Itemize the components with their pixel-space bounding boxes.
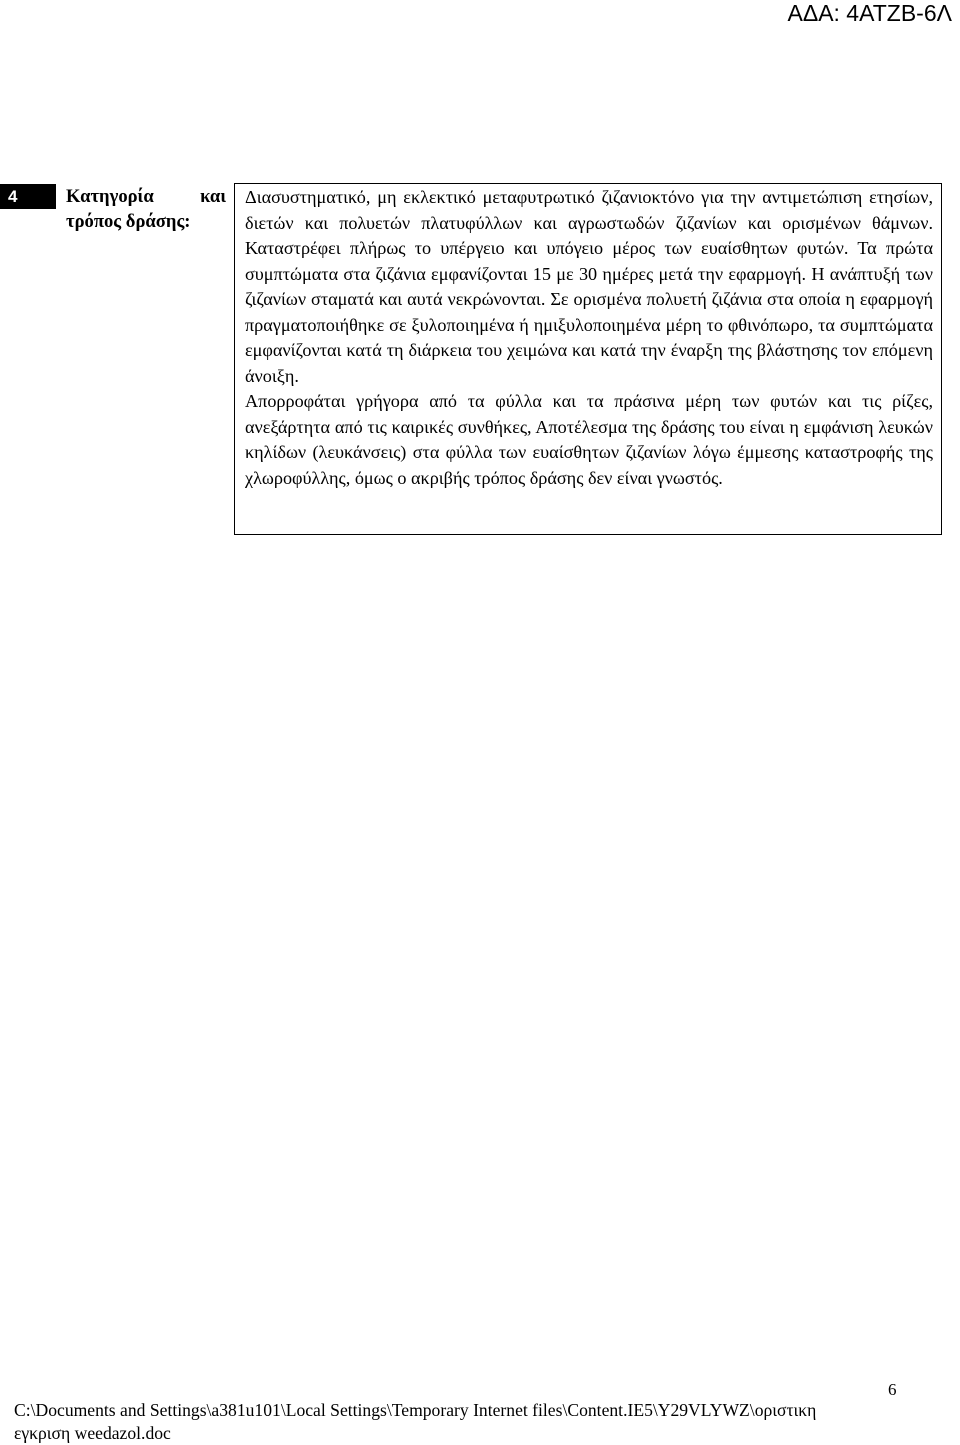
footer-path-line2: εγκριση weedazol.doc (14, 1423, 171, 1443)
page-number: 6 (888, 1380, 897, 1399)
row-number-badge (0, 184, 56, 209)
footer-path-line1: C:\Documents and Settings\a381u101\Local Settings\Temporary Internet files\Content.IE5\Y29VLYWZ\οριστικη (14, 1400, 817, 1420)
row-number: 4 (8, 187, 18, 206)
row-label (66, 184, 226, 234)
footer-file-path (14, 1399, 894, 1445)
ada-code: ΑΔΑ: 4ΑΤΖΒ-6Λ (787, 0, 952, 26)
row-label-line2: τρόπος δράσης: (66, 211, 191, 232)
description-paragraph-2: Απορροφάται γρήγορα από τα φύλλα και τα πράσινα μέρη των φυτών και τις ρίζες, ανεξάρτητα από τις καιρικές συνθήκες, Αποτέλεσμα της δράσης του είναι η εμφάνιση λευκών κηλίδων (λευκάνσεις) στα φύλλα των ευαίσθητων ζιζανίων λόγω έμμεσης καταστροφής της χλωροφύλλης, όμως ο ακριβής τρόπος δράσης δεν είναι γνωστός. (245, 391, 933, 488)
description-box (234, 183, 942, 535)
row-label-line1: Κατηγορία και (66, 186, 226, 207)
description-paragraph-1: Διασυστηματικό, μη εκλεκτικό μεταφυτρωτικό ζιζανιοκτόνο για την αντιμετώπιση ετησίων, διετών και πολυετών πλατυφύλλων και αγρωστωδών ζιζανίων και ορισμένων θάμνων. Καταστρέφει πλήρως το υπέργειο και υπόγειο μέρος των ευαίσθητων φυτών. Τα πρώτα συμπτώματα στα ζιζάνια εμφανίζονται 15 με 30 ημέρες μετά την εφαρμογή. Η ανάπτυξή των ζιζανίων σταματά και αυτά νεκρώνονται. Σε ορισμένα πολυετή ζιζάνια στα οποία η εφαρμογή πραγματοποιήθηκε σε ξυλοποιημένα ή ημιξυλοποιημένα μέρη το φθινόπωρο, τα συμπτώματα εμφανίζονται κατά τη διάρκεια του χειμώνα και κατά την έναρξη της βλάστησης τον επόμενη άνοιξη. (245, 187, 933, 386)
